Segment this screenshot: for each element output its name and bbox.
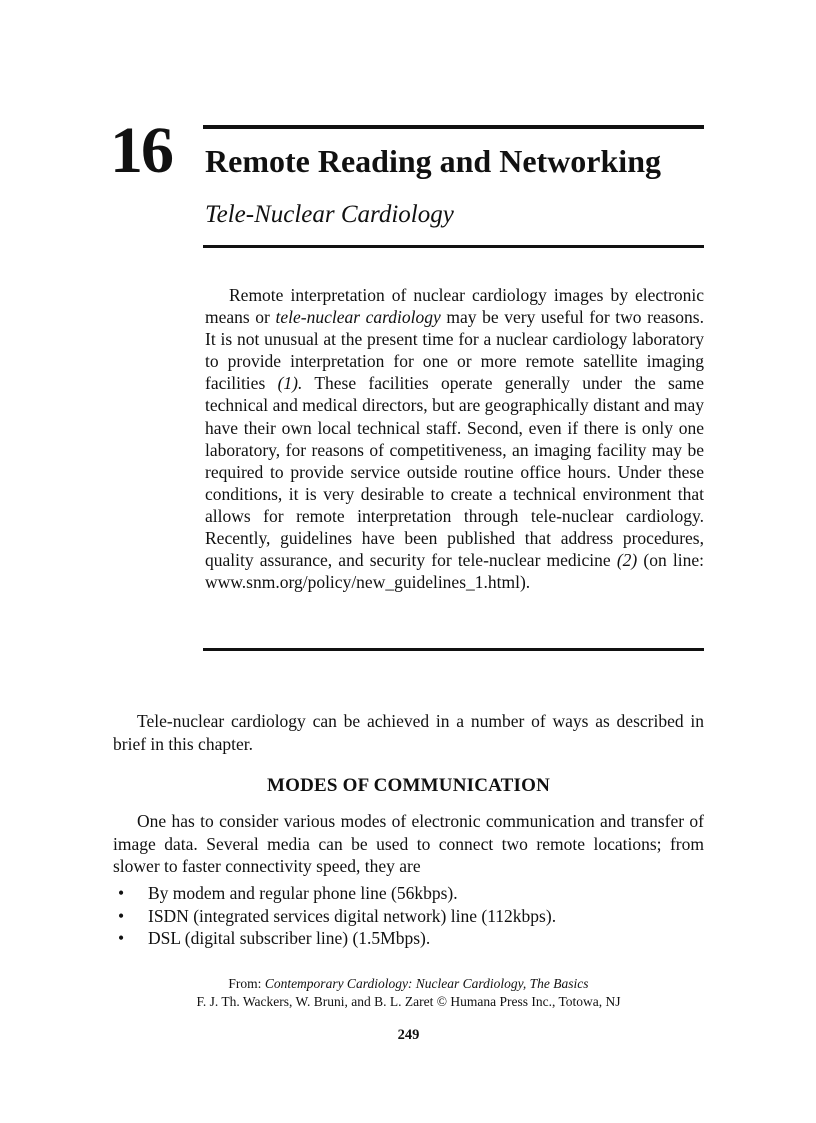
abstract-bottom-rule bbox=[203, 648, 704, 651]
chapter-number: 16 bbox=[110, 114, 172, 187]
page-number: 249 bbox=[397, 1027, 420, 1043]
bullet-glyph: • bbox=[118, 905, 125, 926]
abstract-emphasis: tele-nuclear cardiology bbox=[275, 307, 441, 328]
abstract-text-4: (on line: www.snm.org/policy/new_guidelines_1.html). bbox=[205, 550, 704, 593]
communication-modes-list bbox=[113, 882, 704, 950]
abstract-top-rule bbox=[203, 245, 704, 248]
list-item-text: DSL (digital subscriber line) (1.5Mbps). bbox=[148, 928, 431, 948]
chapter-title: Remote Reading and Networking bbox=[205, 143, 661, 179]
abstract-text-2: may be very useful for two reasons. It is not unusual at the present time for a nuclear cardiology laboratory to provide interpretation for one or more remote satellite imaging facilities bbox=[205, 307, 704, 394]
abstract-text-1: Remote interpretation of nuclear cardiology images by electronic means or bbox=[205, 285, 704, 328]
footer-credits: F. J. Th. Wackers, W. Bruni, and B. L. Zaret © Humana Press Inc., Totowa, NJ bbox=[196, 994, 621, 1009]
reference-1: (1). bbox=[277, 373, 303, 394]
list-item bbox=[113, 882, 704, 905]
abstract-paragraph bbox=[205, 284, 704, 593]
title-top-rule bbox=[203, 125, 704, 129]
chapter-subtitle: Tele-Nuclear Cardiology bbox=[205, 201, 454, 228]
section-heading: MODES OF COMMUNICATION bbox=[266, 775, 551, 796]
bullet-glyph: • bbox=[118, 883, 125, 903]
section-paragraph: One has to consider various modes of electronic communication and transfer of image data. Several media can be used to connect two remote locations; from slower to faster connectivity speed, they are bbox=[113, 811, 704, 876]
list-item-text: By modem and regular phone line (56kbps). bbox=[148, 883, 458, 903]
list-item bbox=[113, 927, 704, 950]
reference-2: (2) bbox=[616, 550, 638, 571]
list-item-text: ISDN (integrated services digital network) line (112kbps). bbox=[148, 905, 557, 926]
list-item bbox=[113, 905, 704, 928]
intro-paragraph: Tele-nuclear cardiology can be achieved in a number of ways as described in brief in this chapter. bbox=[113, 711, 704, 754]
footer-from-label: From: bbox=[228, 976, 265, 991]
footer-book-title: Contemporary Cardiology: Nuclear Cardiology, The Basics bbox=[264, 976, 589, 991]
footer-source bbox=[113, 975, 704, 993]
bullet-glyph: • bbox=[118, 928, 125, 948]
abstract-text-3: These facilities operate generally under the same technical and medical directors, but are geographically distant and may have their own local technical staff. Second, even if there is only one laboratory, for reasons of competitiveness, an imaging facility may be required to provide service outside routine office hours. Under these conditions, it is very desirable to create a technical environment that allows for remote interpretation through tele-nuclear cardiology. Recently, guidelines have been published that address procedures, quality assurance, and security for tele-nuclear medicine bbox=[205, 373, 704, 571]
